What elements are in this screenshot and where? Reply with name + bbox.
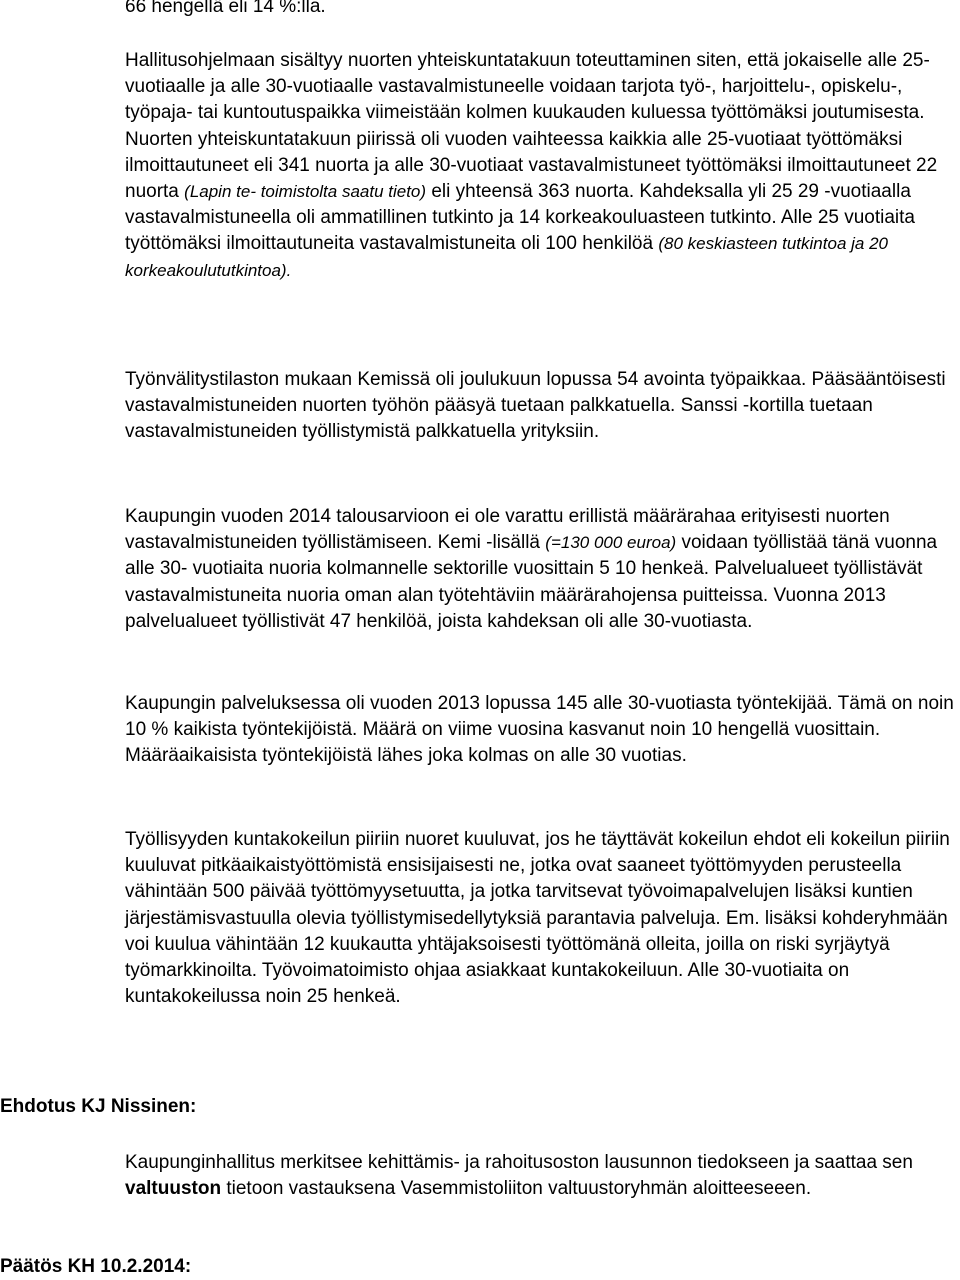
amount-note: (=130 000 euroa) [545, 533, 677, 553]
paragraph-text: voidaan työllistää tänä vuonna alle 30- vuotiaita nuoria kolmannelle sektorille vuosittain 5 10 henkeä. Palvelualueet työllistävät vastavalmistuneita nuoria oman alan työtehtäviin määrärahojensa puitteissa. Vuonna 2013 palvelualueet työllistivät 47 henkilöä, joista kahdeksan oli alle 30-vuotiasta. [125, 532, 938, 632]
paragraph-text: Hallitusohjelmaan sisältyy nuorten yhteiskuntatakuun toteuttaminen siten, että jokaiselle alle 25-vuotiaalle ja alle 30-vuotiaalle vastavalmistuneelle voidaan tarjota työ-, harjoittelu-, opiskelu-, työpaja- tai kuntoutuspaikka viimeistään kolmen kuukauden kuluessa työttömäksi joutumisesta. Nuorten yhteiskuntatakuun piirissä oli vuoden vaihteessa kaikkia alle 25-vuotiaat työttömäksi ilmoittautuneet eli 341 nuorta ja alle 30-vuotiaat vastavalmistuneet työttömäksi ilmoittautuneet 22 nuorta [125, 50, 938, 203]
degree-note: (80 keskiasteen tutkintoa ja 20 korkeakoulututkintoa). [125, 234, 888, 280]
paragraph-city-employees: Kaupungin palveluksessa oli vuoden 2013 lopussa 145 alle 30-vuotiasta työntekijää. Tämä on noin 10 % kaikista työntekijöistä. Määrä on viime vuosina kasvanut noin 10 hengellä vuosittain. Määräaikaisista työntekijöistä lähes joka kolmas on alle 30 vuotias. [125, 693, 954, 767]
paragraph-text: tietoon vastauksena Vasemmistoliiton valtuustoryhmän aloitteeseeen. [226, 1178, 812, 1200]
proposal-heading: Ehdotus KJ Nissinen: [0, 1096, 197, 1117]
paragraph-text: Kaupungin vuoden 2014 talousarvioon ei ole varattu erillistä määrärahaa erityisesti nuorten vastavalmistuneiden työllistämiseen. Kemi -lisällä [125, 506, 890, 554]
decision-heading: Päätös KH 10.2.2014: [0, 1256, 192, 1277]
paragraph-municipal-trial: Työllisyyden kuntakokeilun piiriin nuoret kuuluvat, jos he täyttävät kokeilun ehdot eli kokeilun piiriin kuuluvat pitkäaikaistyöttömistä ensisijaisesti ne, jotka ovat saaneet työttömyyden perusteella vähintään 500 päivää työttömyysetuutta, ja jotka tarvitsevat työvoimapalvelujen lisäksi kuntien järjestämisvastuulla olevia työllistymisedellytyksiä parantavia palveluja. Em. lisäksi kohderyhmään voi kuulua vähintään 12 kuukautta yhtäjaksoisesti työttömänä olleita, joilla on riski syrjäytyä työmarkkinoilta. Työvoimatoimisto ohjaa asiakkaat kuntakokeiluun. Alle 30-vuotiaita on kuntakokeilussa noin 25 henkeä. [125, 829, 950, 1008]
paragraph-job-statistics: Työnvälitystilaston mukaan Kemissä oli joulukuun lopussa 54 avointa työpaikkaa. Pääsääntöisesti vastavalmistuneiden nuorten työhön pääsyä tuetaan palkkatuella. Sanssi -kortilla tuetaan vastavalmistuneiden työllistymistä palkkatuella yrityksiin. [125, 369, 946, 443]
paragraph-text: Kaupunginhallitus merkitsee kehittämis- ja rahoitusoston lausunnon tiedokseen ja saattaa sen [125, 1152, 913, 1173]
paragraph-proposal [125, 1150, 955, 1202]
top-fragment: 66 hengellä eli 14 %:lla. [125, 0, 326, 17]
paragraph-youth-guarantee [125, 48, 955, 284]
paragraph-budget [125, 504, 955, 635]
paragraph-text: eli yhteensä 363 nuorta. Kahdeksalla yli 25 29 -vuotiaalla vastavalmistuneella oli ammatillinen tutkinto ja 14 korkeakouluasteen tutkinto. Alle 25 vuotiaita työttömäksi ilmoittautuneita vastavalmistuneita oli 100 henkilöä [125, 181, 916, 255]
emphasis-text: valtuuston [125, 1178, 222, 1200]
source-note: (Lapin te- toimistolta saatu tieto) [184, 182, 427, 202]
